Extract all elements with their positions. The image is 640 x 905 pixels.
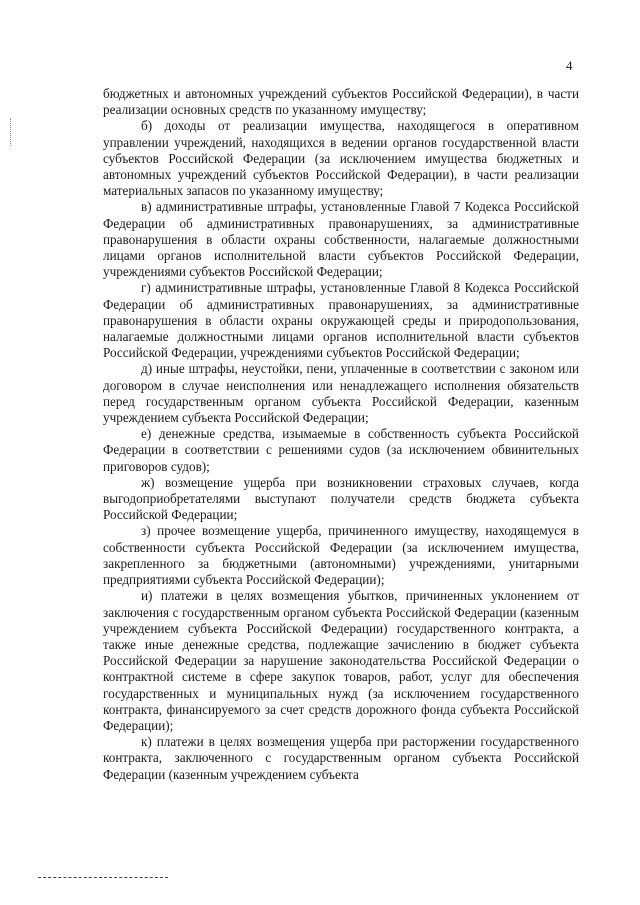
paragraph-k: к) платежи в целях возмещения ущерба при расторжении государственного контракта, заключенного с государственным органом субъекта Российской Федерации (казенным учреждением субъекта [103,734,579,782]
paragraph-zh: ж) возмещение ущерба при возникновении страховых случаев, когда выгодоприобретателями выступают получатели средств бюджета субъекта Российской Федерации; [103,474,579,523]
footer-rule [38,877,168,878]
document-body [103,86,579,783]
page-number: 4 [566,58,573,73]
margin-scan-marks [10,118,15,146]
paragraph-b: б) доходы от реализации имущества, находящегося в оперативном управлении учреждений, находящихся в ведении органов государственной власти субъектов Российской Федерации (за исключением имущества бюджетных и автономных учреждений субъектов Российской Федерации), в части реализации материальных запасов по указанному имуществу; [103,118,579,199]
paragraph-d: д) иные штрафы, неустойки, пени, уплаченные в соответствии с законом или договором в случае неисполнения или ненадлежащего исполнения обязательств перед государственным органом субъекта Российской Федерации, казенным учреждением субъекта Российской Федерации; [103,361,579,426]
paragraph-g: г) административные штрафы, установленные Главой 8 Кодекса Российской Федерации об административных правонарушениях, за административные правонарушения в области охраны окружающей среды и природопользования, налагаемые должностными лицами органов исполнительной власти субъектов Российской Федерации, учреждениями субъектов Российской Федерации; [103,280,579,361]
paragraph-e: е) денежные средства, изымаемые в собственность субъекта Российской Федерации в соответствии с решениями судов (за исключением обвинительных приговоров судов); [103,426,579,474]
paragraph-i: и) платежи в целях возмещения убытков, причиненных уклонением от заключения с государственным органом субъекта Российской Федерации (казенным учреждением субъекта Российской Федерации) государственного контракта, а также иные денежные средства, подлежащие зачислению в бюджет субъекта Российской Федерации за нарушение законодательства Российской Федерации о контрактной системе в сфере закупок товаров, работ, услуг для обеспечения государственных и муниципальных нужд (за исключением государственного контракта, финансируемого за счет средств дорожного фонда субъекта Российской Федерации); [103,588,579,733]
paragraph-z: з) прочее возмещение ущерба, причиненного имуществу, находящемуся в собственности субъекта Российской Федерации (за исключением имущества, закрепленного за бюджетными (автономными) учреждениями, унитарными предприятиями субъекта Российской Федерации); [103,523,579,588]
paragraph-continuation: бюджетных и автономных учреждений субъектов Российской Федерации), в части реализации основных средств по указанному имуществу; [103,86,579,118]
paragraph-v: в) административные штрафы, установленные Главой 7 Кодекса Российской Федерации об административных правонарушениях, за административные правонарушения в области охраны собственности, налагаемые должностными лицами органов исполнительной власти субъектов Российской Федерации, учреждениями субъектов Российской Федерации; [103,199,579,280]
